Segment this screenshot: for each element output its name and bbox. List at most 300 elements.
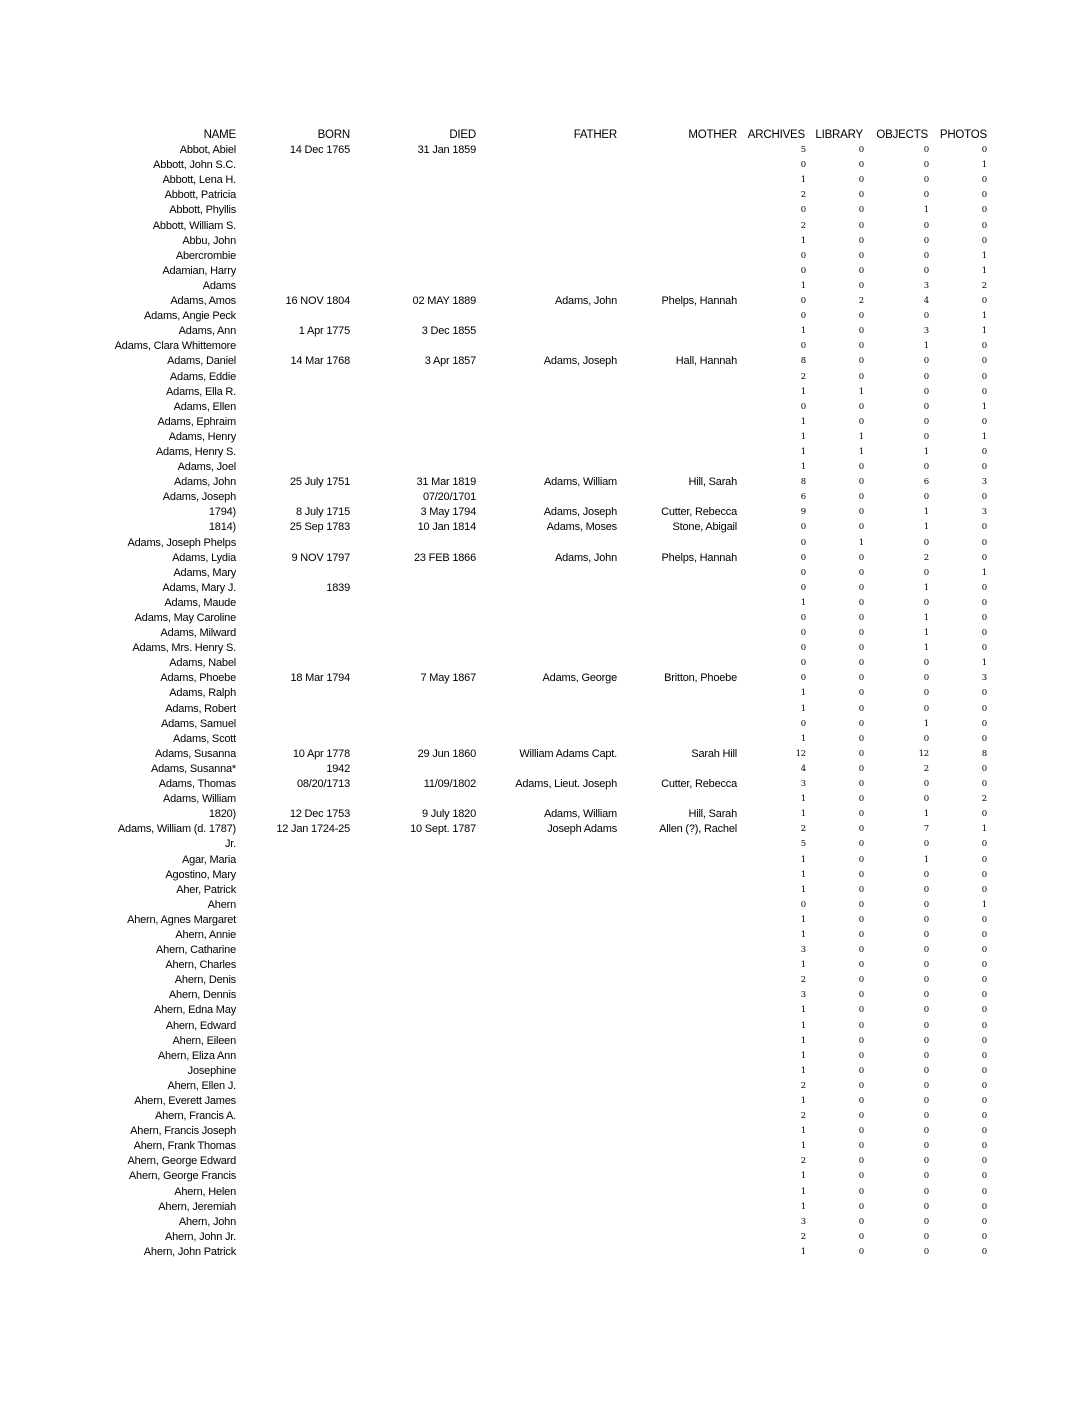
name-cell: Adams, John bbox=[173, 476, 236, 489]
archives-count: 1 bbox=[800, 854, 806, 865]
library-count: 0 bbox=[858, 929, 864, 940]
objects-count: 0 bbox=[923, 1065, 929, 1076]
name-cell: Adams, Clara Whittemore bbox=[114, 340, 236, 353]
father-cell: Adams, George bbox=[542, 672, 617, 685]
library-count: 0 bbox=[858, 1171, 864, 1182]
born-cell: 18 Mar 1794 bbox=[290, 672, 350, 685]
photos-count: 0 bbox=[981, 718, 987, 729]
library-count: 0 bbox=[858, 190, 864, 201]
name-cell: Adams, William bbox=[163, 793, 236, 806]
objects-count: 1 bbox=[923, 522, 929, 533]
library-count: 0 bbox=[858, 341, 864, 352]
died-cell: 29 Jun 1860 bbox=[417, 747, 476, 760]
mother-column-header: MOTHER bbox=[688, 129, 737, 141]
table-row bbox=[0, 505, 1088, 520]
photos-count: 0 bbox=[981, 1020, 987, 1031]
name-cell: Ahern, John Patrick bbox=[143, 1245, 236, 1258]
name-column-header: NAME bbox=[203, 129, 236, 141]
photos-count: 0 bbox=[981, 1065, 987, 1076]
library-count: 0 bbox=[858, 975, 864, 986]
archives-count: 9 bbox=[800, 507, 806, 518]
name-cell: Ahern, Frank Thomas bbox=[133, 1140, 236, 1153]
objects-count: 0 bbox=[923, 537, 929, 548]
photos-count: 1 bbox=[981, 567, 987, 578]
photos-count: 0 bbox=[981, 763, 987, 774]
photos-count: 0 bbox=[981, 945, 987, 956]
archives-count: 1 bbox=[800, 1201, 806, 1212]
name-cell: Adams, Scott bbox=[172, 732, 236, 745]
table-row bbox=[0, 551, 1088, 566]
archives-count: 2 bbox=[800, 1231, 806, 1242]
name-cell: Abbott, John S.C. bbox=[153, 159, 236, 172]
archives-count: 1 bbox=[800, 960, 806, 971]
objects-count: 0 bbox=[923, 567, 929, 578]
photos-count: 0 bbox=[981, 643, 987, 654]
name-cell: Abbu, John bbox=[182, 234, 236, 247]
archives-count: 1 bbox=[800, 884, 806, 895]
objects-count: 0 bbox=[923, 839, 929, 850]
photos-count: 0 bbox=[981, 733, 987, 744]
photos-count: 0 bbox=[981, 1171, 987, 1182]
father-cell: Adams, William bbox=[544, 808, 617, 821]
photos-count: 0 bbox=[981, 613, 987, 623]
name-cell: Adams, Susanna* bbox=[150, 762, 236, 775]
name-cell: 1794) bbox=[208, 506, 236, 519]
objects-count: 0 bbox=[923, 914, 929, 925]
library-count: 0 bbox=[858, 1080, 864, 1091]
photos-count: 0 bbox=[981, 220, 987, 231]
photos-count: 0 bbox=[981, 1111, 987, 1122]
name-cell: Adams, Phoebe bbox=[160, 672, 236, 685]
library-count: 0 bbox=[858, 960, 864, 971]
table-row bbox=[0, 173, 1088, 188]
library-count: 0 bbox=[858, 673, 864, 684]
library-count: 0 bbox=[858, 250, 864, 261]
name-cell: Ahern, Dennis bbox=[168, 989, 236, 1002]
library-count: 0 bbox=[858, 160, 864, 171]
photos-count: 0 bbox=[981, 1216, 987, 1227]
name-cell: Jr. bbox=[224, 838, 236, 851]
name-cell: Adamian, Harry bbox=[162, 264, 236, 277]
archives-count: 0 bbox=[800, 567, 806, 578]
photos-count: 0 bbox=[981, 416, 987, 427]
born-cell: 1942 bbox=[326, 762, 350, 775]
father-cell: Adams, Joseph bbox=[543, 506, 617, 519]
objects-count: 0 bbox=[923, 416, 929, 427]
objects-count: 0 bbox=[923, 1126, 929, 1137]
photos-count: 1 bbox=[981, 899, 987, 910]
name-cell: Adams, Thomas bbox=[158, 778, 236, 791]
objects-count: 0 bbox=[923, 190, 929, 201]
library-count: 0 bbox=[858, 462, 864, 473]
photos-count: 0 bbox=[981, 462, 987, 473]
objects-count: 0 bbox=[923, 1246, 929, 1257]
name-cell: Adams, Milward bbox=[160, 627, 236, 640]
table-row bbox=[0, 792, 1088, 807]
name-cell: Adams, Eddie bbox=[169, 370, 236, 383]
name-cell: Adams, Joseph bbox=[162, 491, 236, 504]
objects-count: 0 bbox=[923, 356, 929, 367]
table-row bbox=[0, 158, 1088, 173]
library-count: 0 bbox=[858, 839, 864, 850]
objects-count: 4 bbox=[923, 296, 929, 307]
name-cell: Ahern, Helen bbox=[174, 1185, 236, 1198]
archives-column-header: ARCHIVES bbox=[747, 129, 805, 141]
table-row bbox=[0, 898, 1088, 913]
name-cell: Adams, Joel bbox=[177, 461, 236, 474]
archives-count: 0 bbox=[800, 250, 806, 261]
name-cell: Adams, Mary J. bbox=[162, 581, 236, 594]
died-column-header: DIED bbox=[449, 129, 476, 141]
archives-count: 1 bbox=[800, 175, 806, 186]
photos-count: 1 bbox=[981, 250, 987, 261]
table-row bbox=[0, 445, 1088, 460]
library-count: 0 bbox=[858, 1216, 864, 1227]
photos-count: 1 bbox=[981, 326, 987, 337]
table-row bbox=[0, 234, 1088, 249]
table-row bbox=[0, 339, 1088, 354]
mother-cell: Hill, Sarah bbox=[688, 476, 737, 489]
name-cell: Ahern, Francis A. bbox=[155, 1110, 236, 1123]
father-cell: Adams, Joseph bbox=[543, 355, 617, 368]
photos-count: 0 bbox=[981, 884, 987, 895]
objects-count: 0 bbox=[923, 175, 929, 186]
library-count: 0 bbox=[858, 1201, 864, 1212]
photos-count: 0 bbox=[981, 446, 987, 457]
objects-count: 0 bbox=[923, 794, 929, 805]
table-row bbox=[0, 188, 1088, 203]
table-row bbox=[0, 1109, 1088, 1124]
table-row bbox=[0, 807, 1088, 822]
table-row bbox=[0, 536, 1088, 551]
died-cell: 10 Jan 1814 bbox=[417, 521, 476, 534]
table-row bbox=[0, 1094, 1088, 1109]
archives-count: 5 bbox=[800, 145, 806, 156]
table-row bbox=[0, 279, 1088, 294]
photos-count: 0 bbox=[981, 1005, 987, 1016]
name-cell: Ahern, Annie bbox=[175, 928, 236, 941]
table-row bbox=[0, 1215, 1088, 1230]
name-cell: Josephine bbox=[187, 1064, 236, 1077]
objects-count: 1 bbox=[923, 205, 929, 216]
library-count: 0 bbox=[858, 658, 864, 669]
archives-count: 0 bbox=[800, 205, 806, 216]
archives-count: 2 bbox=[800, 371, 806, 382]
photos-count: 0 bbox=[981, 145, 987, 156]
objects-count: 0 bbox=[923, 688, 929, 699]
photos-count: 0 bbox=[981, 960, 987, 971]
table-row bbox=[0, 656, 1088, 671]
library-count: 0 bbox=[858, 1141, 864, 1152]
name-cell: Abbott, William S. bbox=[152, 219, 236, 232]
born-cell: 14 Mar 1768 bbox=[290, 355, 350, 368]
archives-count: 0 bbox=[800, 522, 806, 533]
archives-count: 1 bbox=[800, 1096, 806, 1106]
name-cell: Ahern bbox=[207, 898, 236, 911]
archives-count: 0 bbox=[800, 341, 806, 352]
archives-count: 1 bbox=[800, 1065, 806, 1076]
table-row bbox=[0, 490, 1088, 505]
table-row bbox=[0, 837, 1088, 852]
archives-count: 2 bbox=[800, 975, 806, 986]
name-cell: Adams, Samuel bbox=[160, 717, 236, 730]
name-cell: Ahern, Ellen J. bbox=[167, 1079, 236, 1092]
photos-count: 0 bbox=[981, 1050, 987, 1061]
archives-count: 1 bbox=[800, 1186, 806, 1197]
photos-count: 0 bbox=[981, 341, 987, 352]
archives-count: 3 bbox=[800, 945, 806, 956]
father-cell: William Adams Capt. bbox=[519, 747, 617, 760]
library-count: 0 bbox=[858, 477, 864, 488]
archives-count: 12 bbox=[795, 748, 806, 759]
died-cell: 3 May 1794 bbox=[420, 506, 476, 519]
name-cell: Abbott, Lena H. bbox=[162, 174, 236, 187]
name-cell: Adams, Joseph Phelps bbox=[127, 536, 236, 549]
name-cell: Ahern, Edward bbox=[165, 1019, 236, 1032]
objects-count: 0 bbox=[923, 371, 929, 382]
mother-cell: Hall, Hannah bbox=[675, 355, 737, 368]
objects-count: 0 bbox=[923, 673, 929, 684]
library-count: 0 bbox=[858, 552, 864, 563]
library-count: 0 bbox=[858, 899, 864, 910]
library-count: 0 bbox=[858, 854, 864, 865]
name-cell: Adams, Ellen bbox=[173, 400, 236, 413]
born-cell: 25 Sep 1783 bbox=[289, 521, 350, 534]
name-cell: Adams, Henry S. bbox=[155, 445, 236, 458]
name-cell: Adams, Ann bbox=[178, 325, 236, 338]
photos-count: 2 bbox=[981, 794, 987, 805]
photos-count: 0 bbox=[981, 1126, 987, 1137]
objects-count: 12 bbox=[918, 748, 929, 759]
archives-count: 2 bbox=[800, 1111, 806, 1122]
father-cell: Adams, William bbox=[544, 476, 617, 489]
objects-count: 0 bbox=[923, 658, 929, 669]
archives-count: 6 bbox=[800, 492, 806, 503]
died-cell: 3 Apr 1857 bbox=[424, 355, 476, 368]
table-row bbox=[0, 1049, 1088, 1064]
library-count: 0 bbox=[858, 401, 864, 412]
table-row bbox=[0, 1034, 1088, 1049]
archives-count: 0 bbox=[800, 628, 806, 639]
photos-count: 0 bbox=[981, 597, 987, 608]
objects-count: 0 bbox=[923, 1111, 929, 1122]
library-count: 0 bbox=[858, 1005, 864, 1016]
table-row bbox=[0, 958, 1088, 973]
table-row bbox=[0, 324, 1088, 339]
objects-count: 0 bbox=[923, 597, 929, 608]
archives-count: 1 bbox=[800, 869, 806, 880]
archives-count: 1 bbox=[800, 1126, 806, 1137]
died-cell: 3 Dec 1855 bbox=[421, 325, 476, 338]
photos-count: 3 bbox=[981, 507, 987, 518]
library-count: 0 bbox=[858, 990, 864, 1001]
objects-count: 1 bbox=[923, 854, 929, 865]
library-count: 0 bbox=[858, 356, 864, 367]
died-cell: 31 Jan 1859 bbox=[417, 144, 476, 157]
born-cell: 8 July 1715 bbox=[295, 506, 350, 519]
photos-count: 0 bbox=[981, 1080, 987, 1091]
photos-count: 0 bbox=[981, 929, 987, 940]
photos-count: 0 bbox=[981, 1156, 987, 1167]
objects-count: 0 bbox=[923, 1171, 929, 1182]
archives-count: 0 bbox=[800, 582, 806, 593]
table-body bbox=[0, 143, 1088, 1260]
objects-count: 0 bbox=[923, 703, 929, 714]
photos-count: 0 bbox=[981, 1096, 987, 1106]
library-count: 0 bbox=[858, 733, 864, 744]
name-cell: Ahern, Jeremiah bbox=[158, 1200, 236, 1213]
mother-cell: Phelps, Hannah bbox=[661, 295, 737, 308]
library-count: 0 bbox=[858, 688, 864, 699]
library-count: 0 bbox=[858, 597, 864, 608]
photos-count: 0 bbox=[981, 371, 987, 382]
photos-count: 0 bbox=[981, 522, 987, 533]
archives-count: 1 bbox=[800, 386, 806, 397]
mother-cell: Cutter, Rebecca bbox=[661, 506, 737, 519]
photos-count: 0 bbox=[981, 688, 987, 699]
library-count: 0 bbox=[858, 311, 864, 322]
photos-count: 0 bbox=[981, 175, 987, 186]
archives-count: 1 bbox=[800, 794, 806, 805]
objects-count: 2 bbox=[923, 552, 929, 563]
objects-count: 0 bbox=[923, 1050, 929, 1061]
library-count: 0 bbox=[858, 945, 864, 956]
archives-count: 3 bbox=[800, 990, 806, 1001]
photos-count: 1 bbox=[981, 824, 987, 835]
name-cell: Ahern, Edna May bbox=[154, 1004, 236, 1017]
photos-count: 1 bbox=[981, 160, 987, 171]
objects-column-header: OBJECTS bbox=[876, 129, 928, 141]
died-cell: 07/20/1701 bbox=[422, 491, 476, 504]
born-cell: 16 NOV 1804 bbox=[285, 295, 350, 308]
library-count: 0 bbox=[858, 643, 864, 654]
name-cell: Ahern, Francis Joseph bbox=[130, 1125, 236, 1138]
name-cell: Adams, Daniel bbox=[167, 355, 236, 368]
name-cell: Ahern, George Edward bbox=[127, 1155, 236, 1168]
table-row bbox=[0, 1003, 1088, 1018]
library-count: 0 bbox=[858, 220, 864, 231]
archives-count: 0 bbox=[800, 552, 806, 563]
table-row bbox=[0, 1185, 1088, 1200]
mother-cell: Stone, Abigail bbox=[672, 521, 737, 534]
photos-count: 0 bbox=[981, 1141, 987, 1152]
died-cell: 10 Sept. 1787 bbox=[410, 823, 476, 836]
archives-count: 1 bbox=[800, 462, 806, 473]
objects-count: 0 bbox=[923, 733, 929, 744]
objects-count: 1 bbox=[923, 718, 929, 729]
archives-count: 1 bbox=[800, 1005, 806, 1016]
name-cell: Adams, Angie Peck bbox=[144, 310, 236, 323]
name-cell: Adams bbox=[202, 279, 236, 292]
photos-count: 0 bbox=[981, 975, 987, 986]
table-row bbox=[0, 671, 1088, 686]
photos-count: 0 bbox=[981, 296, 987, 307]
archives-count: 1 bbox=[800, 597, 806, 608]
objects-count: 0 bbox=[923, 869, 929, 880]
objects-count: 3 bbox=[923, 326, 929, 337]
objects-count: 1 bbox=[923, 341, 929, 352]
photos-count: 0 bbox=[981, 1035, 987, 1046]
name-cell: Ahern, Eliza Ann bbox=[157, 1049, 236, 1062]
photos-count: 8 bbox=[981, 748, 987, 759]
archives-count: 1 bbox=[800, 809, 806, 820]
library-count: 1 bbox=[858, 386, 864, 397]
table-row bbox=[0, 747, 1088, 762]
library-count: 0 bbox=[858, 1231, 864, 1242]
archives-count: 2 bbox=[800, 1080, 806, 1091]
mother-cell: Allen (?), Rachel bbox=[659, 823, 737, 836]
objects-count: 0 bbox=[923, 975, 929, 986]
photos-count: 0 bbox=[981, 537, 987, 548]
table-row bbox=[0, 460, 1088, 475]
born-cell: 12 Dec 1753 bbox=[289, 808, 350, 821]
table-row bbox=[0, 702, 1088, 717]
archives-count: 1 bbox=[800, 416, 806, 427]
objects-count: 0 bbox=[923, 1005, 929, 1016]
table-row bbox=[0, 943, 1088, 958]
table-row bbox=[0, 1245, 1088, 1260]
name-cell: Adams, Susanna bbox=[155, 747, 236, 760]
table-row bbox=[0, 626, 1088, 641]
name-cell: Abbot, Abiel bbox=[179, 144, 236, 157]
library-count: 0 bbox=[858, 1156, 864, 1167]
library-count: 0 bbox=[858, 628, 864, 639]
library-count: 0 bbox=[858, 371, 864, 382]
archives-count: 0 bbox=[800, 401, 806, 412]
table-row bbox=[0, 1154, 1088, 1169]
library-count: 0 bbox=[858, 763, 864, 774]
died-cell: 31 Mar 1819 bbox=[416, 476, 476, 489]
photos-count: 3 bbox=[981, 673, 987, 684]
archives-count: 3 bbox=[800, 779, 806, 790]
archives-count: 8 bbox=[800, 477, 806, 488]
name-cell: Ahern, Agnes Margaret bbox=[127, 913, 236, 926]
objects-count: 0 bbox=[923, 1216, 929, 1227]
table-row bbox=[0, 143, 1088, 158]
father-cell: Adams, Moses bbox=[546, 521, 617, 534]
born-cell: 9 NOV 1797 bbox=[291, 551, 350, 564]
table-row bbox=[0, 913, 1088, 928]
archives-count: 1 bbox=[800, 1035, 806, 1046]
name-cell: Ahern, John bbox=[178, 1215, 236, 1228]
table-row bbox=[0, 1064, 1088, 1079]
archives-count: 0 bbox=[800, 718, 806, 729]
archives-count: 1 bbox=[800, 688, 806, 699]
name-cell: Adams, Lydia bbox=[172, 551, 236, 564]
objects-count: 0 bbox=[923, 929, 929, 940]
library-count: 0 bbox=[858, 779, 864, 790]
archives-count: 1 bbox=[800, 280, 806, 291]
objects-count: 0 bbox=[923, 220, 929, 231]
photos-count: 1 bbox=[981, 658, 987, 669]
library-count: 0 bbox=[858, 914, 864, 925]
archives-count: 1 bbox=[800, 431, 806, 442]
library-count: 0 bbox=[858, 1246, 864, 1257]
objects-count: 0 bbox=[923, 990, 929, 1001]
archives-count: 0 bbox=[800, 537, 806, 548]
table-row bbox=[0, 611, 1088, 626]
library-count: 1 bbox=[858, 431, 864, 442]
archives-count: 5 bbox=[800, 839, 806, 850]
archives-count: 0 bbox=[800, 265, 806, 276]
name-cell: Ahern, John Jr. bbox=[165, 1230, 236, 1243]
table-row bbox=[0, 1124, 1088, 1139]
name-cell: 1820) bbox=[208, 808, 236, 821]
died-cell: 9 July 1820 bbox=[421, 808, 476, 821]
archives-count: 4 bbox=[800, 763, 806, 774]
photos-count: 3 bbox=[981, 477, 987, 488]
table-row bbox=[0, 717, 1088, 732]
